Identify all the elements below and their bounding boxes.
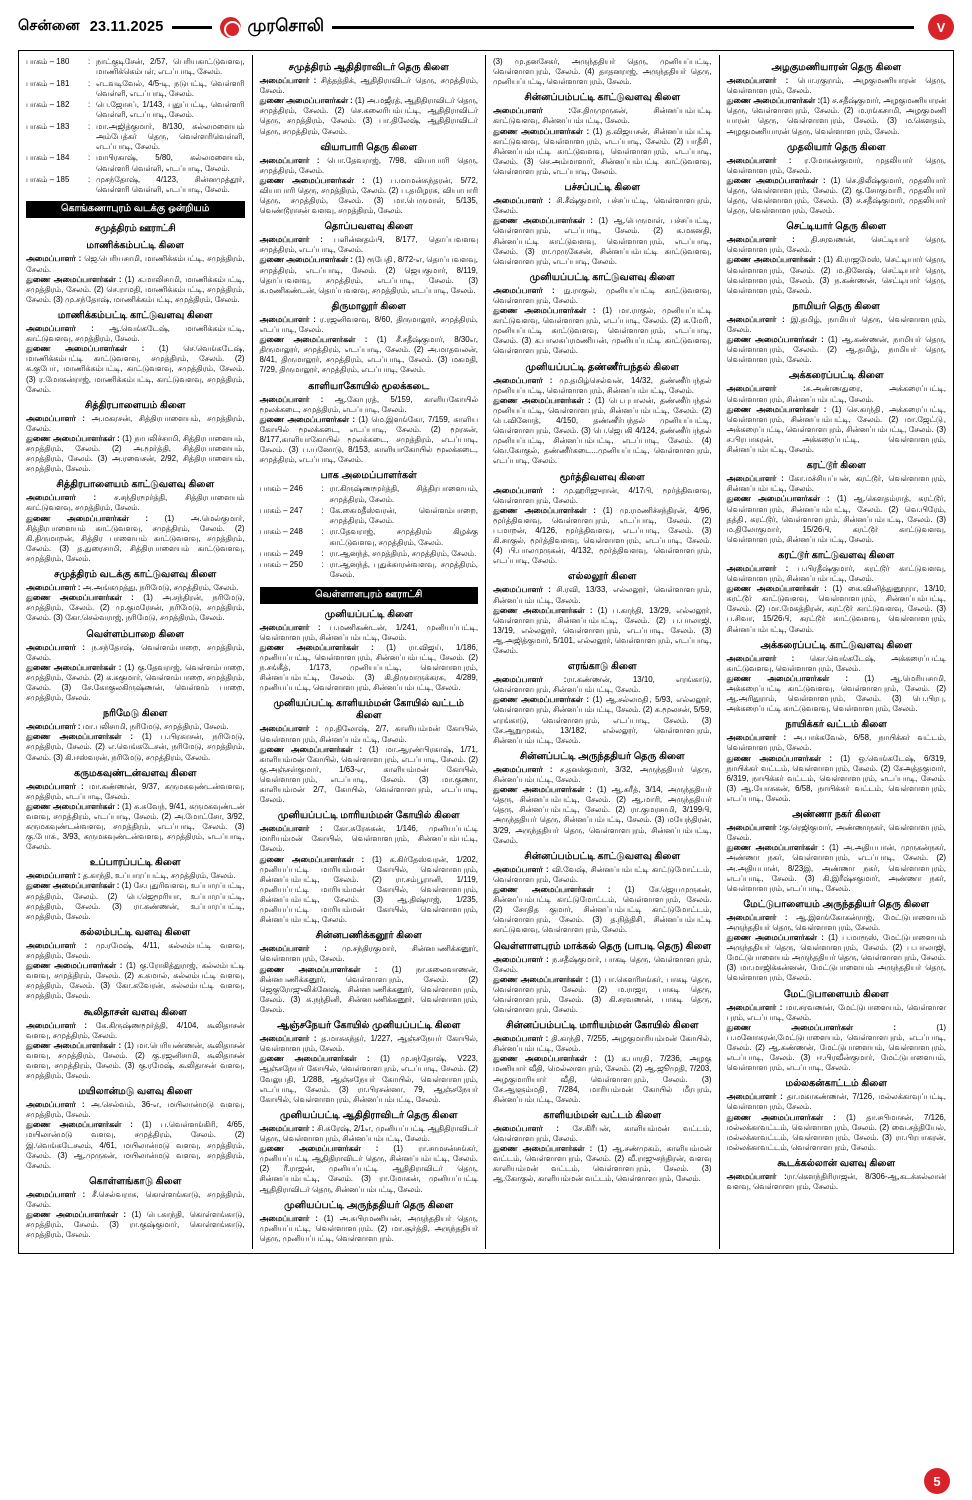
- branch-heading: வெள்ளாளபுரம் மாக்கல் தெரு (பாபடி தெரு) கிளை: [493, 940, 712, 952]
- column-4: [720, 55, 954, 1249]
- branch-officers-text: அமைப்பாளர் : சீ.செல்வராசு, கொள்ளங்காடு, சமுத்திரம், சேலம். துணை அமைப்பாளர்கள் : (1) பெ.காந்தி, கொள்ளங்காடு, சமுத்திரம், சேலம். (3) ரா.குஷ்குமார், கொள்ளங்காடு, சமுத்திரம், சேலம்.: [26, 1189, 245, 1240]
- branch-officers-text: அமைப்பாளர் : ந.சதீஷ்குமார், பாகடி தெரு, வெள்ளாளபுரம், சேலம். துணை அமைப்பாளர்கள் : (1) பா.கௌரிசங்கர், பாகடி தெரு, வெள்ளாளபுரம், சேலம். (2) ம.ராஜா, பாகடி தெரு, வெள்ளாளபுரம், சேலம். (3) கி.சரவணன், பாகடி தெரு, வெள்ளாளபுரம், சேலம்.: [493, 954, 712, 1015]
- booth-text: ரா.ஆனந்த், புதுக்காரன்வளவு, சமுத்திரம், சேலம்.: [329, 560, 478, 580]
- branch-heading: முனியப்பட்டி அருந்ததியர் தெரு கிளை: [284, 1199, 454, 1211]
- booth-separator: :: [321, 548, 324, 558]
- murasoli-logo-icon: [220, 17, 241, 38]
- booth-text: மாபிரகாஷ், 5/80, கல்லமளையம், வெள்ளரி வெள்ளி, எடப்பாடி, சேலம்.: [96, 153, 245, 173]
- branch-heading: மாணிக்கம்பட்டி கிளை: [86, 240, 185, 252]
- edition-name: சென்னை: [18, 18, 80, 34]
- branch-heading: முனியப்பட்டி தண்ணீர்பந்தல் கிளை: [525, 361, 680, 373]
- column-3: [486, 55, 720, 1249]
- branch-heading: அண்ணா நகர் கிளை: [792, 809, 881, 821]
- booth-separator: :: [321, 527, 324, 537]
- branch-heading: கொள்ளங்காடு கிளை: [89, 1175, 182, 1187]
- masthead-left: [18, 18, 220, 36]
- branch-heading: முனியப்பட்டி காளியம்மன் கோயில் வட்டம் கிளை: [273, 698, 465, 722]
- branch-heading: ஆஞ்சநேயர் கோயில் முனியப்பட்டி கிளை: [277, 1020, 461, 1032]
- booth-separator: :: [88, 174, 91, 184]
- booth-entry: [26, 122, 245, 153]
- booth-number: பாகம் – 184: [26, 153, 70, 163]
- branch-officers-text: அமைப்பாளர் : சே.கிரீபன், காளியம்மன் வட்டம், வெள்ளாளபுரம், சேலம். துணை அமைப்பாளர்கள் : (1) ஆ.சண்முகம், காளியம்மன் வட்டம், வெள்ளாளபுரம், சேலம். (2) வீ.ராஜுசந்திரன், வளவு காளியம்மன் வட்டம், வெள்ளாளபுரம், சேலம். (3) ஆ.கோகுல், காளியம்மன் வட்டம், வெள்ளாளபுரம், சேலம்.: [493, 1123, 712, 1184]
- branch-officers-text: அமைப்பாளர் : தி.காந்தி், 7/255, அழகுமாரியம்மன் கோயில், சின்னப்பம்பட்டி, சேலம். துணை அமைப்பாளர்கள் : (1) க.பாரதி், 7/236, அழகு மணியார் வீதி, மெல்லாளபுரம், சேலம். (2) ஆ.ஜூமுதி, 7/203, அழகுமாரியார் வீதி, வெள்ளாளபுரம், சேலம். (3) சே.ஆளும்மதி், 7/284, மாரியம்மன் கோயில் மீரபுரம், சின்னப்பம்பட்டி, சேலம்.: [493, 1034, 712, 1104]
- branch-officers-text: அமைப்பாளர் : அ.அங்கமுத்து, நரிமேடு, சமுத்திரம், சேலம். துணை அமைப்பாளர்கள் : (1) அ.சந்திரன், நரிமேடு, சமுத்திரம், சேலம். (2) மு.குமரேசன், நரிமேடு, சமுத்திரம், சேலம். (3) கோ.செல்வராஜ், நரிமேடு, சமுத்திரம், சேலம்.: [26, 583, 245, 623]
- branch-heading: செட்டியார் தெரு கிளை: [786, 221, 887, 233]
- masthead-rule-right: [332, 26, 914, 29]
- branch-heading: மல்லகன்காட்டம் கிளை: [785, 1078, 887, 1090]
- branch-heading: நாயிக்கர் வட்டம் கிளை: [785, 719, 887, 731]
- branch-heading: முனியப்பட்டி மாரியம்மன் கோயில் கிளை: [277, 810, 460, 822]
- branch-officers-text: அமைப்பாளர் :ரா.கௌந்திரிராஜன், 8/306-ஆ,கடக்கல்லான் வளவு, வெள்ளாளபுரம், சேலம்.: [726, 1171, 946, 1192]
- masthead-center: [220, 16, 325, 38]
- branch-heading: அக்கரைப்பட்டி காட்டுவளவு கிளை: [760, 639, 913, 651]
- booth-separator: :: [321, 505, 324, 515]
- branch-heading: எல்லலூர் கிளை: [568, 571, 637, 583]
- branch-heading: சின்னபணிக்கனூர் கிளை: [315, 930, 422, 942]
- branch-officers-text: அமைப்பாளர் : மா.சரவணன், மேட்டுபாளையம், வெள்ளாள புரம், எடப்பாடி, சேலம். துணை அமைப்பாளர்கள் : (1) ப.மனோகரன்,மேட்டுபாளையம், வெள்ளாளபுரம், எடப்பாடி, சேலம். (2) ஆ.கண்ணன், மேட்டுபாளையம், வெள்ளாளபுரம், எடப்பாடி, சேலம். (3) ஈ.பிரவீன்குமார், மேட்டுபாளையம், வெள்ளாளபுரம், எடப்பாடி, சேலம்.: [726, 1002, 947, 1073]
- branch-officers-text: அமைப்பாளர் : மு.தமிழ்செல்வன், 14/32, தண்ணீர்பந்தல் முனியப்பட்டி, வெள்ளாளபுரம், சின்னப்பம்பட்டி, சேலம். துணை அமைப்பாளர்கள் : (1) பெ.புபாலன், தண்ணீர்பந்தல் முனியப்பட்டி, வெள்ளாளபுரம், சின்னப்பம்பட்டி, சேலம். (2) பெ.வினோத், 4/150, தண்ணீர்பந்தல் முனியப்பட்டி, வெள்ளாளபுரம், சேலம். (3) பெ.ஜெபகி 4/124, தண்ணீர்பந்தல் முனியப்பட்டி, சின்னப்பம்பட்டி, எடப்பாடி, சேலம். (4) வெ.கோகுல், தண்ணீர்கடை...முனியப்பட்டி, வெள்ளாளபுரம், எடப்பாடி, சேலம்.: [493, 375, 712, 466]
- branch-officers-text: அமைப்பாளர் :சே.திருமுருகன், சின்னப்பம்பட்டி காட்டுவளவு, சின்னப்பம்பட்டி, சேலம். துணை அமைப்பாளர்கள் : (1) த.விஜயசன், சின்னப்பம்பட்டி காட்டுவளவு, வெள்ளாளபுரம், எடப்பாடி, சேலம். (2) பாதீசி், சின்னப்பம்பட்டி காட்டுவளவு, வெள்ளாளபுரம், எடப்பாடி, சேலம். (3) செ.அம்மாளார், சின்னப்பம்பட்டி காட்டுவளவு, வெள்ளாளபுரம், எடப்பாடி, சேலம்.: [493, 106, 712, 176]
- branch-heading: சித்திரபாளையம் கிளை: [84, 399, 186, 411]
- booth-separator: :: [321, 560, 324, 570]
- booth-entry: [260, 560, 479, 581]
- booth-number: பாகம் – 249: [259, 548, 303, 558]
- branch-heading: சின்னப்பம்பட்டி காட்டுவளவு கிளை: [524, 850, 681, 862]
- branch-officers-text: அமைப்பாளர் : ர.ரஜனிவளவு, 8/60, திருமாலூர், சமுத்திரம், எடப்பாடி, சேலம். துணை அமைப்பாளர்கள் : (1) சீ.சதீஷ்குமார், 8/30எ, திருமாலூர், சமுத்திரம், எடப்பாடி, சேலம். (2) அ.மாதவலன், 8/41, திருமாலூர், சமுத்திரம், எடப்பாடி, சேலம். (3) மகமதி, 7/29, திருமாலூர், சமுத்திரம், எடப்பாடி, சேலம்.: [259, 314, 478, 375]
- branch-heading: தொப்பவளவு கிளை: [324, 221, 413, 233]
- booth-entry: [260, 527, 479, 548]
- branch-officers-text: அமைப்பாளர் : தி.சரவணன், செட்டியார் தெரு, வெள்ளாளபுரம், சேலம். துணை அமைப்பாளர்கள் : (1) கி.ராஜமேஸ், செட்டியார் தெரு, வெள்ளாளபுரம், சேலம். (2) ம.தினேஷ், செட்டியார் தெரு, வெள்ளாளபுரம், சேலம். (3) ந.கண்ணன், செட்டியார் தெரு, வெள்ளாளபுரம், சேலம்.: [726, 235, 946, 295]
- masthead-right: [324, 14, 954, 40]
- branch-officers-text: அமைப்பாளர் : கே.கிருஷ்ணமூர்த்தி, 4/104, கூலிதாசன் வளவு, சமுத்திரம், சேலம். துணை அமைப்பாளர்கள் : (1) மா.பெரியண்ணன், கூலிதாசன் வளவு, சமுத்திரம், சேலம். (2) கு.ரஜனிசாமி, கூலிதாசன் வளவு, சமுத்திரம், சேலம். (3) கு.ரமேஷ், கூலிதாசன் வளவு, சமுத்திரம், சேலம்.: [26, 1020, 245, 1081]
- branch-officers-text: அமைப்பாளர் : அ.பாக்கவேல், 6/58, நாயிக்கர் வட்டம், வெள்ளாளபுரம், சேலம். துணை அமைப்பாளர்கள் : (1) ஒ.வெங்கடேஷ், 6/319, நாயிக்கர் வட்டம், வெள்ளாளபுரம், சேலம். (2) சேஅத்தகுமார், 6/319, நாயிக்கர் வட்டம், வெள்ளாளபுரம், எடப்பாடி, சேலம். (3) ஆ.யோசுகன், 6/58, நாயிக்கர் வட்டம், வெள்ளாளபுரம், எடப்பாடி, சேலம்.: [726, 733, 947, 803]
- branch-officers-text: அமைப்பாளர் : ச.சந்திரமூர்த்தி, சித்திரபாளையம் காட்டுவளவு, சமுத்திரம், சேலம். துணை அமைப்பாளர்கள் : (1) அ.மெல்குமார், சித்திரபாளையம் காட்டுவளவு, சமுத்திரம், சேலம். (2) கி.திருமாறன், சித்திர பாளையம் காட்டுவளவு, சமுத்திரம், சேலம். (3) த.துரைசாமி, சித்திரபாளையம் காட்டுவளவு, சமுத்திரம், சேலம்.: [26, 493, 245, 564]
- branch-officers-text: அமைப்பாளர் : கொ.வெங்கடேஷ், அக்கரைப்பட்டி காட்டுவளவு, வெள்ளாளபுரம், சேலம். துணை அமைப்பாளர்கள் : (1) ஆ.மெரியசாமி, அக்கரைப்பட்டி காட்டுவளவு, வெள்ளாளபுரம், சேலம். (2) ஆ.அரிதுராம், வெள்ளாளபுரம், சேலம். (3) பெ.பிரபு, அக்கரைப்பட்டி காட்டுவளவு, வெள்ளாளபுரம், சேலம்.: [726, 653, 947, 714]
- branch-officers-text: அமைப்பாளர் : பொ.தேவராஜ், 7/98, வியாபாரி தெரு, சமுத்திரம், சேலம். துணை அமைப்பாளர்கள் : (1) ப.மாமன்சுந்தரன், 5/72, வியாபாரி தெரு, சமுத்திரம், சேலம். (2) ப.தமிழரசு, வியாபாரி தெரு, சமுத்திரம், சேலம். (3) மா.பெருமாள், 5/135, வெண்டூராசன் வளவு, சமுத்திரம், சேலம்.: [259, 155, 478, 216]
- branch-officers-text: அமைப்பாளர் : ஆ.வெங்கடேஷ், மாணிக்கம்பட்டி, காட்டுவளவு, சமுத்திரம், சேலம். துணை அமைப்பாளர்கள் : (1) செ.வெங்கடேஷ், மாணிக்கம்பட்டி காட்டுவளவு, சமுத்திரம், சேலம். (2) க.குபோ், மாணிக்கம்பட்டி, காட்டுவளவு, சமுத்திரம், சேலம். (3) ர.மோகன்ராஜ், மாணிக்கம்பட்டி, காட்டுவளவு, சமுத்திரம், சேலம்.: [26, 323, 245, 394]
- booth-entry: [26, 153, 245, 174]
- branch-heading: சமுத்திரம் ஆதிதிராவிடர் தெரு கிளை: [288, 62, 449, 73]
- booth-separator: :: [88, 57, 91, 66]
- booth-text: மா.அஜித்குமார், 8/130, கல்லமளையம் அம்பேத்கர் தெரு, வெள்ளரிவெள்ளி, எடப்பாடி, சேலம்.: [96, 121, 245, 152]
- booth-number: பாகம் – 185: [26, 174, 70, 184]
- branch-officers-text: அமைப்பாளர் : இ.தமிழ், நாமியர் தெரு, வெள்ளாளபுரம், சேலம். துணை அமைப்பாளர்கள் : (1) ஆ.கண்ணன், நாமியர் தெரு, வெள்ளாளபுரம், சேலம். (2) ஆ.தமிழ், நாமியர் தெரு, வெள்ளாளபுரம், சேலம்.: [726, 314, 946, 365]
- branch-heading: கரட்டூர் கிளை: [806, 460, 866, 472]
- branch-officers-text: அமைப்பாளர் : மு.ரமேஷ், 4/11, கல்லம்பட்டி வளவு, சமுத்திரம், சேலம். துணை அமைப்பாளர்கள் : (1) கு.ரோகித்துராஜ், கல்லம்பட்டி வளவு, சமுத்திரம், சேலம். (2) க.கமால், கல்லம்பட்டி வளவு, சமுத்திரம், சேலம். (3) கோ.கவேரன், கல்லம்பட்டி வளவு, சமுத்திரம், சேலம்.: [26, 940, 245, 1001]
- branch-heading: கரட்டூர் காட்டுவளவு கிளை: [778, 549, 895, 561]
- booth-text: ரா.ஆனந்த், சமுத்திரம், சமுத்திரம், சேலம்.: [329, 548, 477, 558]
- branch-officers-text: அமைப்பாளர் :கு.ரெஜிகுமார், அண்ணாநகர், வெள்ளாளபுரம், சேலம். துணை அமைப்பாளர்கள் : (1) அ.அதியபான், முருகன்நகர், அண்ணா நகர், வெள்ளாளபுரம், எடப்பாடி, சேலம். (2) அ.அதியபான், 8/23இ, அண்ணா நகர், வெள்ளாளபுரம், எடப்பாடி, சேலம். (3) கி.இரீஷ்சகுமார், அண்ணா நகர், வெள்ளாளபுரம், எடப்பாடி, சேலம்.: [726, 823, 946, 893]
- branch-heading: சின்னப்பம்பட்டி மாரியம்மன் கோயில் கிளை: [506, 1020, 699, 1032]
- branch-heading: நரிமேடு கிளை: [103, 708, 168, 720]
- booth-separator: :: [88, 121, 91, 131]
- branch-officers-text: அமைப்பாளர் : ஜெ.பெரியசாமி, மாணிக்கம்பட்டி, சமுத்திரம், சேலம். துணை அமைப்பாளர்கள் : (1) க.மாலிசாமி, மாணிக்கம்பட்டி, சமுத்திரம், சேலம். (2) செ.ராமதி, மாணிக்கம்பட்டி, சமுத்திரம், சேலம். (3) மு.சந்தோஷ், மாணிக்கம்பட்டி, சமுத்திரம், சேலம்.: [26, 254, 245, 304]
- branch-heading: மயிலான்மடு வளவு கிளை: [78, 1086, 193, 1098]
- branch-officers-text: அமைப்பாளர் : மா.பலிசாமி, நரிமேடு, சமுத்திரம், சேலம். துணை அமைப்பாளர்கள் : (1) ப.பிரகாசன், நரிமேடு, சமுத்திரம், சேலம். (2) எ.வெங்கடேசன், நரிமேடு, சமுத்திரம், சேலம். (3) கி.ஈஸ்வரன், நரிமேடு, சமுத்திரம், சேலம்.: [26, 722, 245, 762]
- branch-heading: கல்லம்பட்டி வளவு கிளை: [80, 926, 191, 938]
- branch-heading: சமுத்திரம் வடக்கு காட்டுவளவு கிளை: [54, 569, 217, 581]
- branch-officers-text: அமைப்பாளர் : ச.தனக்குமார், 3/32, அருந்ததியர் தெரு, சின்னப்பம்பட்டி, சேலம். துணை அமைப்பாளர்கள் : (1) ஆ.சுரீத், 3/14, அருந்ததியர் தெரு, சின்னப்பம்பட்டி, சேலம். (2) ஆ.மாரி, அருந்ததியர் தெரு, சின்னப்பம்பட்டி, சேலம். (2) ரா.குமரசாமி, 3/199பி, அருந்ததியர் தெரு, சின்னப்பம்பட்டி, சேலம். (3) மயேந்திரன், 3/29, அருந்ததியர் தெரு, வெள்ளாளபுரம், சின்னப்பம்பட்டி, சேலம்.: [493, 764, 712, 845]
- branch-officers-text: அமைப்பாளர் : சி.சீஷ்குமார், பச்சப்பட்டி, வெள்ளாளபுரம், சேலம். துணை அமைப்பாளர்கள் : (1) ஆ.பெருமாள், பச்சப்பட்டி, வெள்ளாளபுரம், எடப்பாடி, சேலம். (2) க.மகனதி, சின்னப்பட்டி காட்டுவளவு, வெள்ளாளபுரம், எடப்பாடி, சேலம். (3) ரா.முருகேசன், சின்னப்பம்பட்டி காட்டுவளவு, வெள்ளாளபுரம், எடப்பாடி, சேலம்.: [493, 196, 712, 266]
- branch-officers-text: அமைப்பாளர் : மு.திலோஷ், 2/7, காளியம்மன் கோயில், வெள்ளாளபுரம், சின்னப்பம்பட்டி, சேலம். துணை அமைப்பாளர்கள் : (1) மா.ஆரண்பிரகாஷ், 1/71, காளியம்மன் கோயில், வெள்ளாளபுரம், எடப்பாடி, சேலம். (2) கு.அஞ்சள்குமார், 1/63-எ, காளியம்மன் கோயில், வெள்ளாளபுரம், எடப்பாடி, சேலம். (3) மா.குணா, காளியம்மன் 2/7, கோயில், வெள்ளாளபுரம், எடப்பாடி, சேலம்.: [259, 724, 478, 805]
- booth-separator: :: [88, 100, 91, 110]
- branch-heading: மேட்டுபாளையம் அருந்ததியர் தெரு கிளை: [743, 898, 930, 910]
- branch-heading: அழகுமணியாரன் தெரு கிளை: [771, 62, 902, 73]
- booth-text: கே.கைமதீஸ்வரன், வெள்ளம்பாறை, சமுத்திரம், சேலம்.: [329, 505, 478, 526]
- branch-heading: முனியப்பட்டி ஆதிதிராவிடர் தெரு கிளை: [280, 1109, 458, 1121]
- column-2: [253, 55, 487, 1249]
- branch-officers-text: அமைப்பாளர் : வி.வேஷ், சின்னப்பம்பட்டி காட்டுமோட்டம், வெள்ளாளபுரம், சேலம். துணை அமைப்பாளர்கள் : (1) சே.ஜெயமுருகன், சின்னப்பம்பட்டி காட்டுமோட்டம், வெள்ளாளபுரம், சேலம். (2) சோதித குமார், சின்னப்பம்பட்டி காட்டுமோட்டம், வெள்ளாளபுரம், சேலம். (3) த.நித்திசி், சின்னப்பம்பட்டி காட்டுவளவு, வெள்ளாளபுரம், சேலம்.: [493, 864, 712, 935]
- booth-entry: [260, 484, 479, 505]
- branch-heading: உப்பாரப்பட்டி கிளை: [89, 857, 181, 869]
- branch-officers-text: அமைப்பாளர் : ஆ.இளங்கோகன்ராஜ், மேட்டுபாளையம் அருந்ததியர் தெரு, வெள்ளாளபுரம், சேலம். துணை அமைப்பாளர்கள் : (1) ப.மாரூஸ், மேட்டுபாளையம் அருந்ததியர் தெரு, வெள்ளாளபுரம், சேலம். (2) ப.பாலாஜி, மேட்டுபாளையம் அருந்ததியர் தெரு, வெள்ளாளபுரம், சேலம். (3) மா.மாஜிக்கன்னன், மேட்டுபாளையம் அருந்ததியர் தெரு, வெள்ளாளபுரம், சேலம்.: [726, 912, 946, 983]
- branch-heading: முதலியார் தெரு கிளை: [787, 141, 886, 153]
- branch-heading: சித்திரபாளையம் காட்டுவளவு கிளை: [56, 479, 215, 491]
- branch-heading: மாணிக்கம்பட்டி காட்டுவளவு கிளை: [57, 309, 213, 321]
- branch-heading: மேட்டுபாளையம் கிளை: [783, 988, 889, 1000]
- branch-officers-text: அமைப்பாளர் : ந.சந்தோஷ், வெள்ளம்பாறை, சமுத்திரம், சேலம். துணை அமைப்பாளர்கள் : (1) கு.தேவராஜ், வெள்ளம்பாறை, சமுத்திரம், சேலம். (2) க.சுகுமார், வெள்ளம்பாறை, சமுத்திரம், சேலம். (3) சே.கோகுலகிருஷ்ணன், வெள்ளம் பாறை, சமுத்திரம், சேலம்.: [26, 642, 245, 703]
- branch-heading: காளியம்மன் வட்டம் கிளை: [543, 1109, 662, 1121]
- subsection-heading: பாக அமைப்பாளர்கள்: [320, 470, 417, 482]
- branch-officers-text: அமைப்பாளர் : நு.ராகுல், முனியப்பட்டி காட்டுவளவு, வெள்ளாளபுரம், சேலம். துணை அமைப்பாளர்கள் : (1) மா.ராகுல், முனியப்பட்டி காட்டுவளவு, வெள்ளாளபுரம், எடப்பாடி, சேலம். (2) க.மேரி், முனியப்பட்டி காட்டுவளவு, வெள்ளாளபுரம், எடப்பாடி, சேலம். (3) க.பாலசுப்ரமணியன், முனியப்பட்டி காட்டுவளவு, வெள்ளாளபுரம், சேலம்.: [493, 285, 712, 356]
- branch-officers-text: அமைப்பாளர் : த.மாசுசுந்தர், 1/227, ஆஞ்சநேயர் கோயில், வெள்ளாளபுரம், சேலம். துணை அமைப்பாளர்கள் : (1) மு.சந்தோஷ், V223, ஆஞ்சநேயர் கோயில், வெள்ளாளபுரம், எடப்பாடி, சேலம். (2) வேலுபதி, 1/288, ஆஞ்சநேயர் கோயில், வெள்ளாளபுரம், எடப்பாடி, சேலம். (3) ரா.பிரசன்னா, 79, ஆஞ்சநேயர் கோயில், வெள்ளாளபுரம், சின்னப்பம்பட்டி, சேலம்.: [259, 1034, 478, 1104]
- branch-officers-text: அமைப்பாளர் : (1) அ.சுபிரமணியன், அருந்ததியர் தெரு, முனியப்பட்டி, வெள்ளாளபுரம். (2) மா.சூர்த்தி, அருந்ததியர் தெரு, முனியப்பட்டி, வெள்ளாளபுரம்.: [259, 1213, 478, 1243]
- booth-text: நாட்குடிசேன், 2/57, பெரியகாட்டுவளவு, மாணிக்கெம்பள், எடப்பாடி, சேலம்.: [96, 57, 245, 77]
- branch-officers-text: அமைப்பாளர் : அ.செல்வம், 36-எ, மயிலான்மடு வளவு, சமுத்திரம், சேலம். துணை அமைப்பாளர்கள் : (1) ப.வெள்ளங்கிரி, 4/65, மயிலான்மடு வளவு, சமுத்திரம், சேலம். (2) இ.வெங்கடேசலம், 4/61, மயிலான்மடு வளவு, சமுத்திரம், சேலம். (3) ஆ.முருகன், மயிலான்மடு வளவு, சமுத்திரம், சேலம்.: [26, 1100, 245, 1170]
- section-banner: வெள்ளாளபுரம் ஊராட்சி: [260, 587, 479, 604]
- branch-officers-text: அமைப்பாளர் :சு.அண்ணதுரை, அக்கரைப்பட்டி, வெள்ளாளபுரம், சின்னப்பம்பட்டி, சேலம். துணை அமைப்பாளர்கள் : (1) செ.காந்தி், அக்கரைப்பட்டி, வெள்ளாளபுரம், சின்னப்பம்பட்டி, சேலம். (2) மா.ஜேட்டு், அக்கரைப்பட்டி, வெள்ளாளபுரம், சின்னப்பம்பட்டி, சேலம். (3) ச.பிரபாகரன், அக்கரைப்பட்டி, வெள்ளாளபுரம், சின்னப்பம்பட்டி, சேலம்.: [726, 384, 946, 455]
- branch-officers-text: (3) மு.தனசேகர், அருந்ததியர் தெரு, முனியப்பட்டி, வெள்ளாளபுரம், சேலம். (4) தாதனராஜ், அருந்ததியர் தெரு, முனியப்பட்டி, வெள்ளாளபுரம், சேலம்.: [493, 57, 712, 87]
- booth-entry: [260, 549, 479, 559]
- booth-number: பாகம் – 183: [26, 121, 70, 131]
- booth-entry: [26, 57, 245, 78]
- booth-text: ரா.தேவராஜ், சமுத்திரம் கிழக்கு காட்டுவளவு, சமுத்திரம், சேலம்.: [329, 527, 478, 547]
- branch-heading: கூடக்கல்லான் வளவு கிளை: [777, 1157, 896, 1169]
- branch-officers-text: அமைப்பாளர் : கோ.மச்சியப்பன், கரட்டூர், வெள்ளாளபுரம், சின்னப்பம்பட்டி, சேலம். துணை அமைப்பாளர்கள் : (1) ஆ.கௌதம்ராத், கரட்டூர், வெள்ளாளபுரம், சின்னப்பம்பட்டி, சேலம். (2) வெ.பிரேம், தத்தி், கரட்டூர், வெள்ளாளபுரம், சின்னப்பம்பட்டி, சேலம். (3) ம.திலோகுமார், 15/26பி, கரட்டூர் காட்டுவளவு, வெள்ளாளபுரம், சின்னப்பம்பட்டி, சேலம்.: [726, 474, 946, 544]
- branch-heading: நாமியர் தெரு கிளை: [792, 300, 880, 312]
- booth-text: பெ.ஜோசப், 1/143, புதுப்பட்டி, வெள்ளரி வெள்ளி, எடப்பாடி, சேலம்.: [96, 100, 245, 120]
- branch-heading: கூலிதாசன் வளவு கிளை: [83, 1006, 187, 1018]
- booth-number: பாகம் – 180: [26, 57, 70, 66]
- branch-heading: எரங்காடு கிளை: [567, 661, 637, 673]
- booth-separator: :: [321, 484, 324, 494]
- branch-heading: வியாபாரி தெரு கிளை: [320, 141, 418, 153]
- booth-entry: [26, 79, 245, 100]
- booth-entry: [26, 175, 245, 196]
- booth-entry: [26, 100, 245, 121]
- branch-officers-text: அமைப்பாளர் :ரா.கண்ணன், 13/10, எரங்காடு, வெள்ளாளபுரம், சின்னப்பம்பட்டி, சேலம். துணை அமைப்பாளர்கள் : (1) ஆ.சல்லமதி், 5/93, எல்லலூர், வெள்ளாளபுரம், சின்னப்பம்பட்டி, சேலம். (2) சு.மூலசன், 5/59, எரங்காடு, வெள்ளாளபுரம், எடப்பாடி, சேலம். (3) சே.ஆறுமுகம், 13/182, எல்லலூர், வெள்ளாளபுரம், சின்னப்பம்பட்டி, சேலம்.: [493, 675, 712, 745]
- booth-entry: [260, 506, 479, 527]
- booth-number: பாகம் – 247: [259, 505, 303, 515]
- masthead: [18, 14, 954, 44]
- branch-officers-text: அமைப்பாளர் : ப.பிரதீஷ்குமார், கரட்டூர் காட்டுவளவு, வெள்ளாளபுரம், சின்னப்பம்பட்டி, சேலம். துணை அமைப்பாளர்கள் : (1) கை.வினித்துனூரரா, 13/10, கரட்டூர் காட்டுவளவு, வெள்ளாளபுரம், சின்னப்பம்பட்டி, சேலம். (2) மா.மேகத்திரன், கரட்டூர் காட்டுவளவு, சேலம். (3) ப.சிவா, 15/26பி, கரட்டூர் காட்டுவளவு, வெள்ளாளபுரம், சின்னப்பம்பட்டி, சேலம்.: [726, 563, 946, 634]
- booth-text: ரா.கிருஷ்ணமூர்த்தி, சித்திரபாளையம், சமுத்திரம், சேலம்.: [329, 484, 478, 504]
- branch-officers-text: அமைப்பாளர் : சி.சுரேஷ், 2/1எ, முனியப்பட்டி ஆதிதிராவிடர் தெரு, வெள்ளாளபுரம், சின்னப்பம்பட்டி, சேலம். துணை அமைப்பாளர்கள் : (1) ரா.சாமசன்சங்கர், முனியப்பட்டி ஆதிதிராவிடர் தெரு, சின்னப்பம்பட்டி, சேலம். (2) ரீ.ராஜன், முனியப்பட்டி ஆதிதிராவிடர் தெரு, சின்னப்பம்பட்டி, சேலம். (3) ரா.மோகன், முனியப்பட்டி ஆதிதிராவிடர் தெரு, சின்னப்பம்பட்டி, சேலம்.: [259, 1123, 478, 1194]
- branch-officers-text: அமைப்பாளர் : அ.மகரசன், சித்திரபாளையம், சமுத்திரம், சேலம். துணை அமைப்பாளர்கள் : (1) நாபலிச்சாமி, சித்திரபாளையம், சமுத்திரம், சேலம். (2) அ.மூர்த்தி, சித்திரபாளையம், சமுத்திரம், சேலம். (3) அ.ரவைசன், 2/92, சித்திரபாளையம், சமுத்திரம், சேலம்.: [26, 413, 245, 474]
- branch-officers-text: அமைப்பாளர் : மா.கண்ணன், 9/37, கருமகவுண்டன்வளவு, சமுத்திரம், எடப்பாடி, சேலம். துணை அமைப்பாளர்கள் : (1) சு.சுவேந், 9/41, கருமகவுண்டன் வளவு, சமுத்திரம், எடப்பாடி, சேலம். (2) அ.மோட்சோ, 3/92, கருமகவுண்டன்வளவு, சமுத்திரம், எடப்பாடி, சேலம். (3) கு.போசு், 3/93, கருமகவுண்டன்வளவு, சமுத்திரம், எடப்பாடி, சேலம்.: [26, 781, 245, 852]
- page-number-badge: [918, 1468, 950, 1494]
- branch-heading: வெள்ளம்பாறை கிளை: [86, 628, 185, 640]
- branch-heading: முனியப்பட்டி காட்டுவளவு கிளை: [529, 271, 675, 283]
- branch-heading: முனியப்பட்டி கிளை: [324, 608, 413, 620]
- branch-heading: திருமாலூர் கிளை: [331, 300, 406, 312]
- branch-officers-text: அமைப்பாளர் : கோ.சுரேசுகன், 1/146, முனியப்பட்டி மாரியம்மன் கோயில், வெள்ளாளபுரம், சின்னப்பம்பட்டி, சேலம். துணை அமைப்பாளர்கள் : (1) க.கிர்தேஸ்வரன், 1/202, முனியப்பட்டி மாரியம்மன் கோயில், வெள்ளாளபுரம், சின்னப்பம்பட்டி, சேலம். (2) ரா.சம்பூரானி, 1/119, முனியப்பட்டி மாரியம்மன் கோயில், வெள்ளாளபுரம், சின்னப்பம்பட்டி, சேலம். (3) ஆ.திஷ்ராஜ், 1/235, முனியப்பட்டி மாரியம்மன் கோயில், வெள்ளாளபுரம், சின்னப்பம்பட்டி, சேலம்.: [259, 824, 478, 925]
- panchayat-heading: சமுத்திரம் ஊராட்சி: [94, 222, 176, 234]
- booth-number: பாகம் – 248: [259, 527, 303, 537]
- branch-officers-text: அமைப்பாளர் : மு.ஹரிஜுரான், 4/17பி, மூர்த்திவளவு, வெள்ளாளபுரம், சேலம். துணை அமைப்பாளர்கள் : (1) மு.ரமணிச்சந்திரன், 4/96, மூர்த்திவளவு, வெள்ளாளபுரம், எடப்பாடி, சேலம். (2) ப.மாறன், 4/126, மூர்த்திவளவு, எடப்பாடி, சேலம். (3) கி.சாகுல், மூர்த்திவளவு, வெள்ளாளபுரம், எடப்பாடி, சேலம். (4) பி.பாலமுருகன், 4/132, மூர்த்திவளவு, வெள்ளாளபுரம், எடப்பாடி, சேலம்.: [493, 485, 712, 566]
- section-banner: கொங்கணாபுரம் வடக்கு ஒன்றியம்: [26, 201, 245, 218]
- branch-heading: கருமகவுண்டன்வளவு கிளை: [74, 767, 197, 779]
- branch-officers-text: அமைப்பாளர் : மு.சந்திரகுமார், சின்னபணிக்கனூர், வெள்ளாளபுரம், சேலம். துணை அமைப்பாளர்கள் : (1) நா.கலைவாணன், சின்னபணிக்கனூர், வெள்ளாளபுரம், சேலம். (2) ஜெகுரோஜுலிக்னேஷ், சின்னபணிக்கனூர், வெள்ளாளபுரம், சேலம். (3) சு.நந்தினி, சின்னபணிக்கனூர், வெள்ளாளபுரம், சேலம்.: [259, 944, 479, 1014]
- branch-officers-text: அமைப்பாளர் : ஆ.கோபுரத், 5/159, காளியகோயில் மூலக்கடை, சமுத்திரம், எடப்பாடி, சேலம். துணை அமைப்பாளர்கள் : (1) மெ.இளங்கோ, 7/159, காளிய கோயில் மூலக்கடை, எடப்பாடி, சேலம். (2) மூரகன், 8/177,காளியாகோயில் மூலக்கடை, சமுத்திரம், எடப்பாடி, சேலம். (3) ப.யனோடு, 8/153, காளியாகோயில் மூலக்கடை, சமுத்திரம், எடப்பாடி, சேலம்.: [259, 394, 478, 465]
- branch-officers-text: அமைப்பாளர் : ப.மணிகண்டன், 1/241, முனியப்பட்டி, வெள்ளாளபுரம், சின்னப்பம்பட்டி, சேலம். துணை அமைப்பாளர்கள் : (1) ரா.விஜய், 1/186, முனியப்பட்டி, வெள்ளாளபுரம், சின்னப்பம்பட்டி, சேலம். (2) ந.சங்கீத், 1/173, முனியப்பட்டி, வெள்ளாளபுரம், சின்னப்பம்பட்டி, சேலம். (3) கி.திருமாருக்கரசு, 4/289, முனியப்பட்டி, வெள்ளாளபுரம், சின்னப்பம்பட்டி, சேலம்.: [259, 622, 479, 693]
- booth-separator: :: [88, 78, 91, 88]
- column-1: [19, 55, 253, 1249]
- branch-officers-text: அமைப்பாளர் : பொ.ரகுராம், அழகுமணியாரன் தெரு, வெள்ளாளபுரம், சேலம். துணை அமைப்பாளர்கள் :(1) ச.சதீஷ்குமார், அழகுமணியாரன் தெரு, வெள்ளாளபுரம், சேலம். (2) ம.ரங்கசாமி, அழகுமணி யாரன் தெரு, வெள்ளாளபுரம், சேலம். (3) ம.கௌதம், அழகுமணியாரன் தெரு, வெள்ளாளபுரம், சேலம்.: [726, 75, 947, 136]
- branch-officers-text: அமைப்பாளர் : சித்தத்திக், ஆதிதிராவிடர் தெரு, சமுத்திரம், சேலம். துணை அமைப்பாளர்கள் : (1) அ.மஜீரத், ஆதிதிராவிடர் தெரு, சமுத்திரம், சேலம். (2) செ.கலைரிபம்பட்டி, ஆதிதிராவிடர் தெரு, சமுத்திரம், சேலம். (3) பா.திலேஷ், ஆதிதிராவிடர் தெரு, சமுத்திரம், சேலம்.: [259, 75, 479, 136]
- masthead-rule-left: [172, 26, 212, 29]
- branch-heading: அக்கரைப்பட்டி கிளை: [788, 370, 884, 382]
- edition-date: 23.11.2025: [89, 19, 164, 35]
- corner-badge: V: [928, 14, 954, 40]
- branch-heading: சின்னப்பம்பட்டி காட்டுவளவு கிளை: [524, 92, 681, 104]
- branch-heading: மூர்த்திவளவு கிளை: [559, 471, 645, 483]
- branch-officers-text: அமைப்பாளர் : ர.மோகன்குமார், முதலியார் தெரு, வெள்ளாளபுரம், சேலம். துணை அமைப்பாளர்கள் : (1) செ.திலீஷ்குமார், முதலியார் தெரு, வெள்ளாளபுரம், சேலம். (2) கு.சோகுமாரி், முதலியார் தெரு, வெள்ளாளபுரம், சேலம். (3) ச.சதீஷ்குமார், முதலியார் தெரு, வெள்ளாளபுரம், சேலம்.: [726, 155, 946, 216]
- branch-officers-text: அமைப்பாளர் : பளின்னதம்பி, 8/177, தொப்பவளவு சமுத்திரம், எடப்பாடி, சேலம். துணை அமைப்பாளர்கள் : (1) ரூபேதி், 8/72-எ, தொப்பவளவு, சமுத்திரம், எடப்பாடி, சேலம். (2) ஜெயகுமார், 8/119, தொப்பவளவு, சமுத்திரம், எடப்பாடி, சேலம். (3) க.மணிகண்டன், தொப்பவளவு, சமுத்திரம், எடப்பாடி, சேலம்.: [259, 235, 478, 295]
- booth-number: பாகம் – 181: [26, 78, 70, 88]
- branch-heading: பச்சப்பட்டி கிளை: [564, 182, 641, 194]
- branch-officers-text: அமைப்பாளர் : த.காந்தி, உப்பாரப்பட்டி, சமுத்திரம், சேலம். துணை அமைப்பாளர்கள் : (1) சே.புதுரிவளவு, உப்பாரப்பட்டி, சமுத்திரம், சேலம். (2) பெ.ஜெமூரியா, உப்பாரப்பட்டி, சமுத்திரம், சேலம். (3) ரா.கண்ணன், உப்பாரப்பட்டி, சமுத்திரம், சேலம்.: [26, 871, 245, 921]
- branch-officers-text: அமைப்பாளர் : தா.மகாகண்ணன், 7/126, மல்லக்காவுப்பட்டி, வெள்ளாளபுரம், சேலம். துணை அமைப்பாளர்கள் : (1) தா.சபிமாசன், 7/126, மல்லக்காவட்டம், வெள்ளாளபுரம், சேலம். (2) வை.சத்தியேல், மல்லக்காவட்டம், வெள்ளாளபுரம், சேலம். (3) ரா.பிரபாகரன், மல்லக்காவட்டம், வெள்ளாளபுரம், சேலம்.: [726, 1092, 946, 1152]
- booth-text: முசந்தோஷ், 4/123, சின்னமுத்தூர், வெள்ளரி வெள்ளி, எடப்பாடி, சேலம்.: [96, 174, 245, 195]
- booth-text: எடவடிவேல், 4/5-டி, நடுபட்டி, வெள்ளரி வெள்ளி, எடப்பாடி, சேலம்.: [96, 78, 245, 98]
- branch-officers-text: அமைப்பாளர் : சி.ரவி, 13/33, எல்லலூர், வெள்ளாளபுரம், சின்னப்பம்பட்டி, சேலம். துணை அமைப்பாளர்கள் : (1) ப.காந்தி, 13/29, எல்லலூர், வெள்ளாளபுரம், சின்னப்பம்பட்டி, சேலம். (2) ப.பாலாஜி, 13/19, எல்லலூர், வெள்ளாளபுரம், எடப்பாடி, சேலம். (3) ஆ.அஜித்குமார், 5/101, எல்லலூர், வெள்ளாளபுரம், எடப்பாடி, சேலம்.: [493, 585, 712, 656]
- branch-heading: சின்னப்பட்டி அருந்ததியர் தெரு கிளை: [519, 750, 685, 762]
- page-number: 5: [924, 1468, 950, 1494]
- booth-number: பாகம் – 182: [26, 100, 70, 110]
- publication-title: முரசொலி: [247, 16, 325, 35]
- booth-separator: :: [88, 153, 91, 163]
- booth-number: பாகம் – 246: [259, 484, 303, 494]
- booth-number: பாகம் – 250: [259, 560, 303, 570]
- branch-heading: காளியாகோயில் மூலக்கடை: [308, 380, 430, 392]
- columns-container: [18, 50, 954, 1254]
